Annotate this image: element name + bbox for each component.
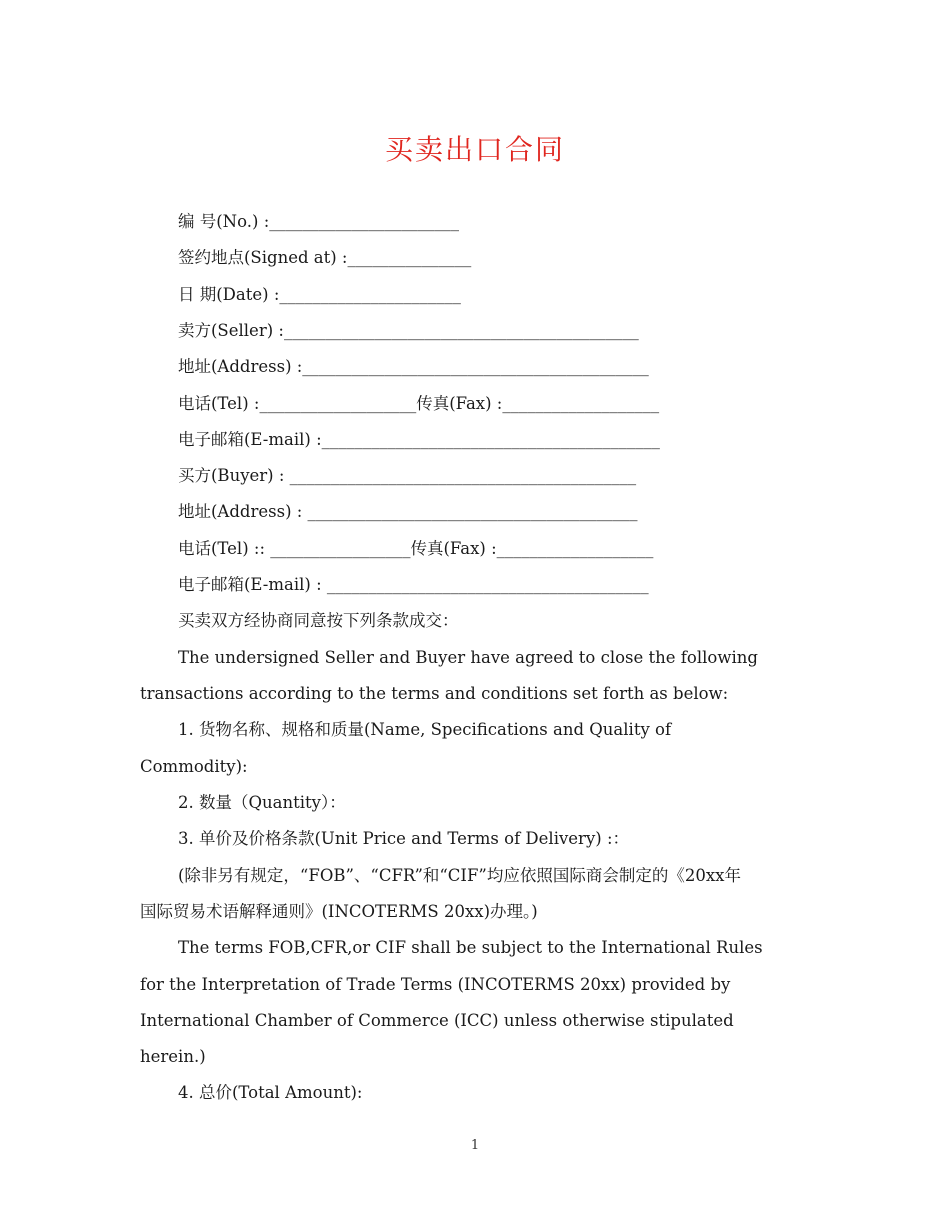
clause-3: 3. 单价及价格条款(Unit Price and Terms of Delivery) :：: [178, 829, 630, 848]
clause-2: 2. 数量（Quantity）：: [178, 793, 346, 812]
field-seller-tel-fax: 电话(Tel) :___________________传真(Fax) :___________________: [178, 394, 660, 413]
field-seller-email: 电子邮箱(E-mail) :_________________________________________: [178, 430, 660, 449]
clause-3-note-cn-line2: 国际贸易术语解释通则》(INCOTERMS 20xx)办理。): [140, 902, 538, 921]
field-seller-address: 地址(Address) :__________________________________________: [178, 357, 649, 376]
clause-3-note-cn-line1: (除非另有规定，“FOB”、“CFR”和“CIF”均应依照国际商会制定的《20xx年: [178, 866, 741, 885]
clause-3-note-en-line3: International Chamber of Commerce (ICC) unless otherwise stipulated: [140, 1011, 734, 1030]
agreement-intro-en-line2: transactions according to the terms and conditions set forth as below:: [140, 684, 729, 703]
field-buyer: 买方(Buyer) : __________________________________________: [178, 466, 637, 485]
page-number: 1: [470, 1138, 480, 1153]
document-title: 买卖出口合同: [384, 133, 565, 166]
field-buyer-address: 地址(Address) : ________________________________________: [178, 502, 638, 521]
clause-3-note-en-line4: herein.): [140, 1047, 206, 1066]
clause-4: 4. 总价(Total Amount):: [178, 1083, 363, 1102]
field-seller: 卖方(Seller) :___________________________________________: [178, 321, 639, 340]
field-contract-no: 编 号(No.) :_______________________: [178, 212, 459, 231]
field-buyer-tel-fax: 电话(Tel) :: _________________传真(Fax) :___________________: [178, 539, 654, 558]
clause-3-note-en-line1: The terms FOB,CFR,or CIF shall be subject to the International Rules: [178, 938, 763, 957]
field-signed-at: 签约地点(Signed at) :_______________: [178, 248, 472, 267]
field-buyer-email: 电子邮箱(E-mail) : _______________________________________: [178, 575, 649, 594]
clause-1-line1: 1. 货物名称、规格和质量(Name, Specifications and Quality of: [178, 720, 672, 739]
agreement-intro-cn: 买卖双方经协商同意按下列条款成交：: [178, 611, 459, 630]
clause-1-line2: Commodity):: [140, 757, 248, 776]
field-date: 日 期(Date) :______________________: [178, 285, 461, 304]
clause-3-note-en-line2: for the Interpretation of Trade Terms (INCOTERMS 20xx) provided by: [140, 975, 731, 994]
agreement-intro-en-line1: The undersigned Seller and Buyer have agreed to close the following: [178, 648, 758, 667]
